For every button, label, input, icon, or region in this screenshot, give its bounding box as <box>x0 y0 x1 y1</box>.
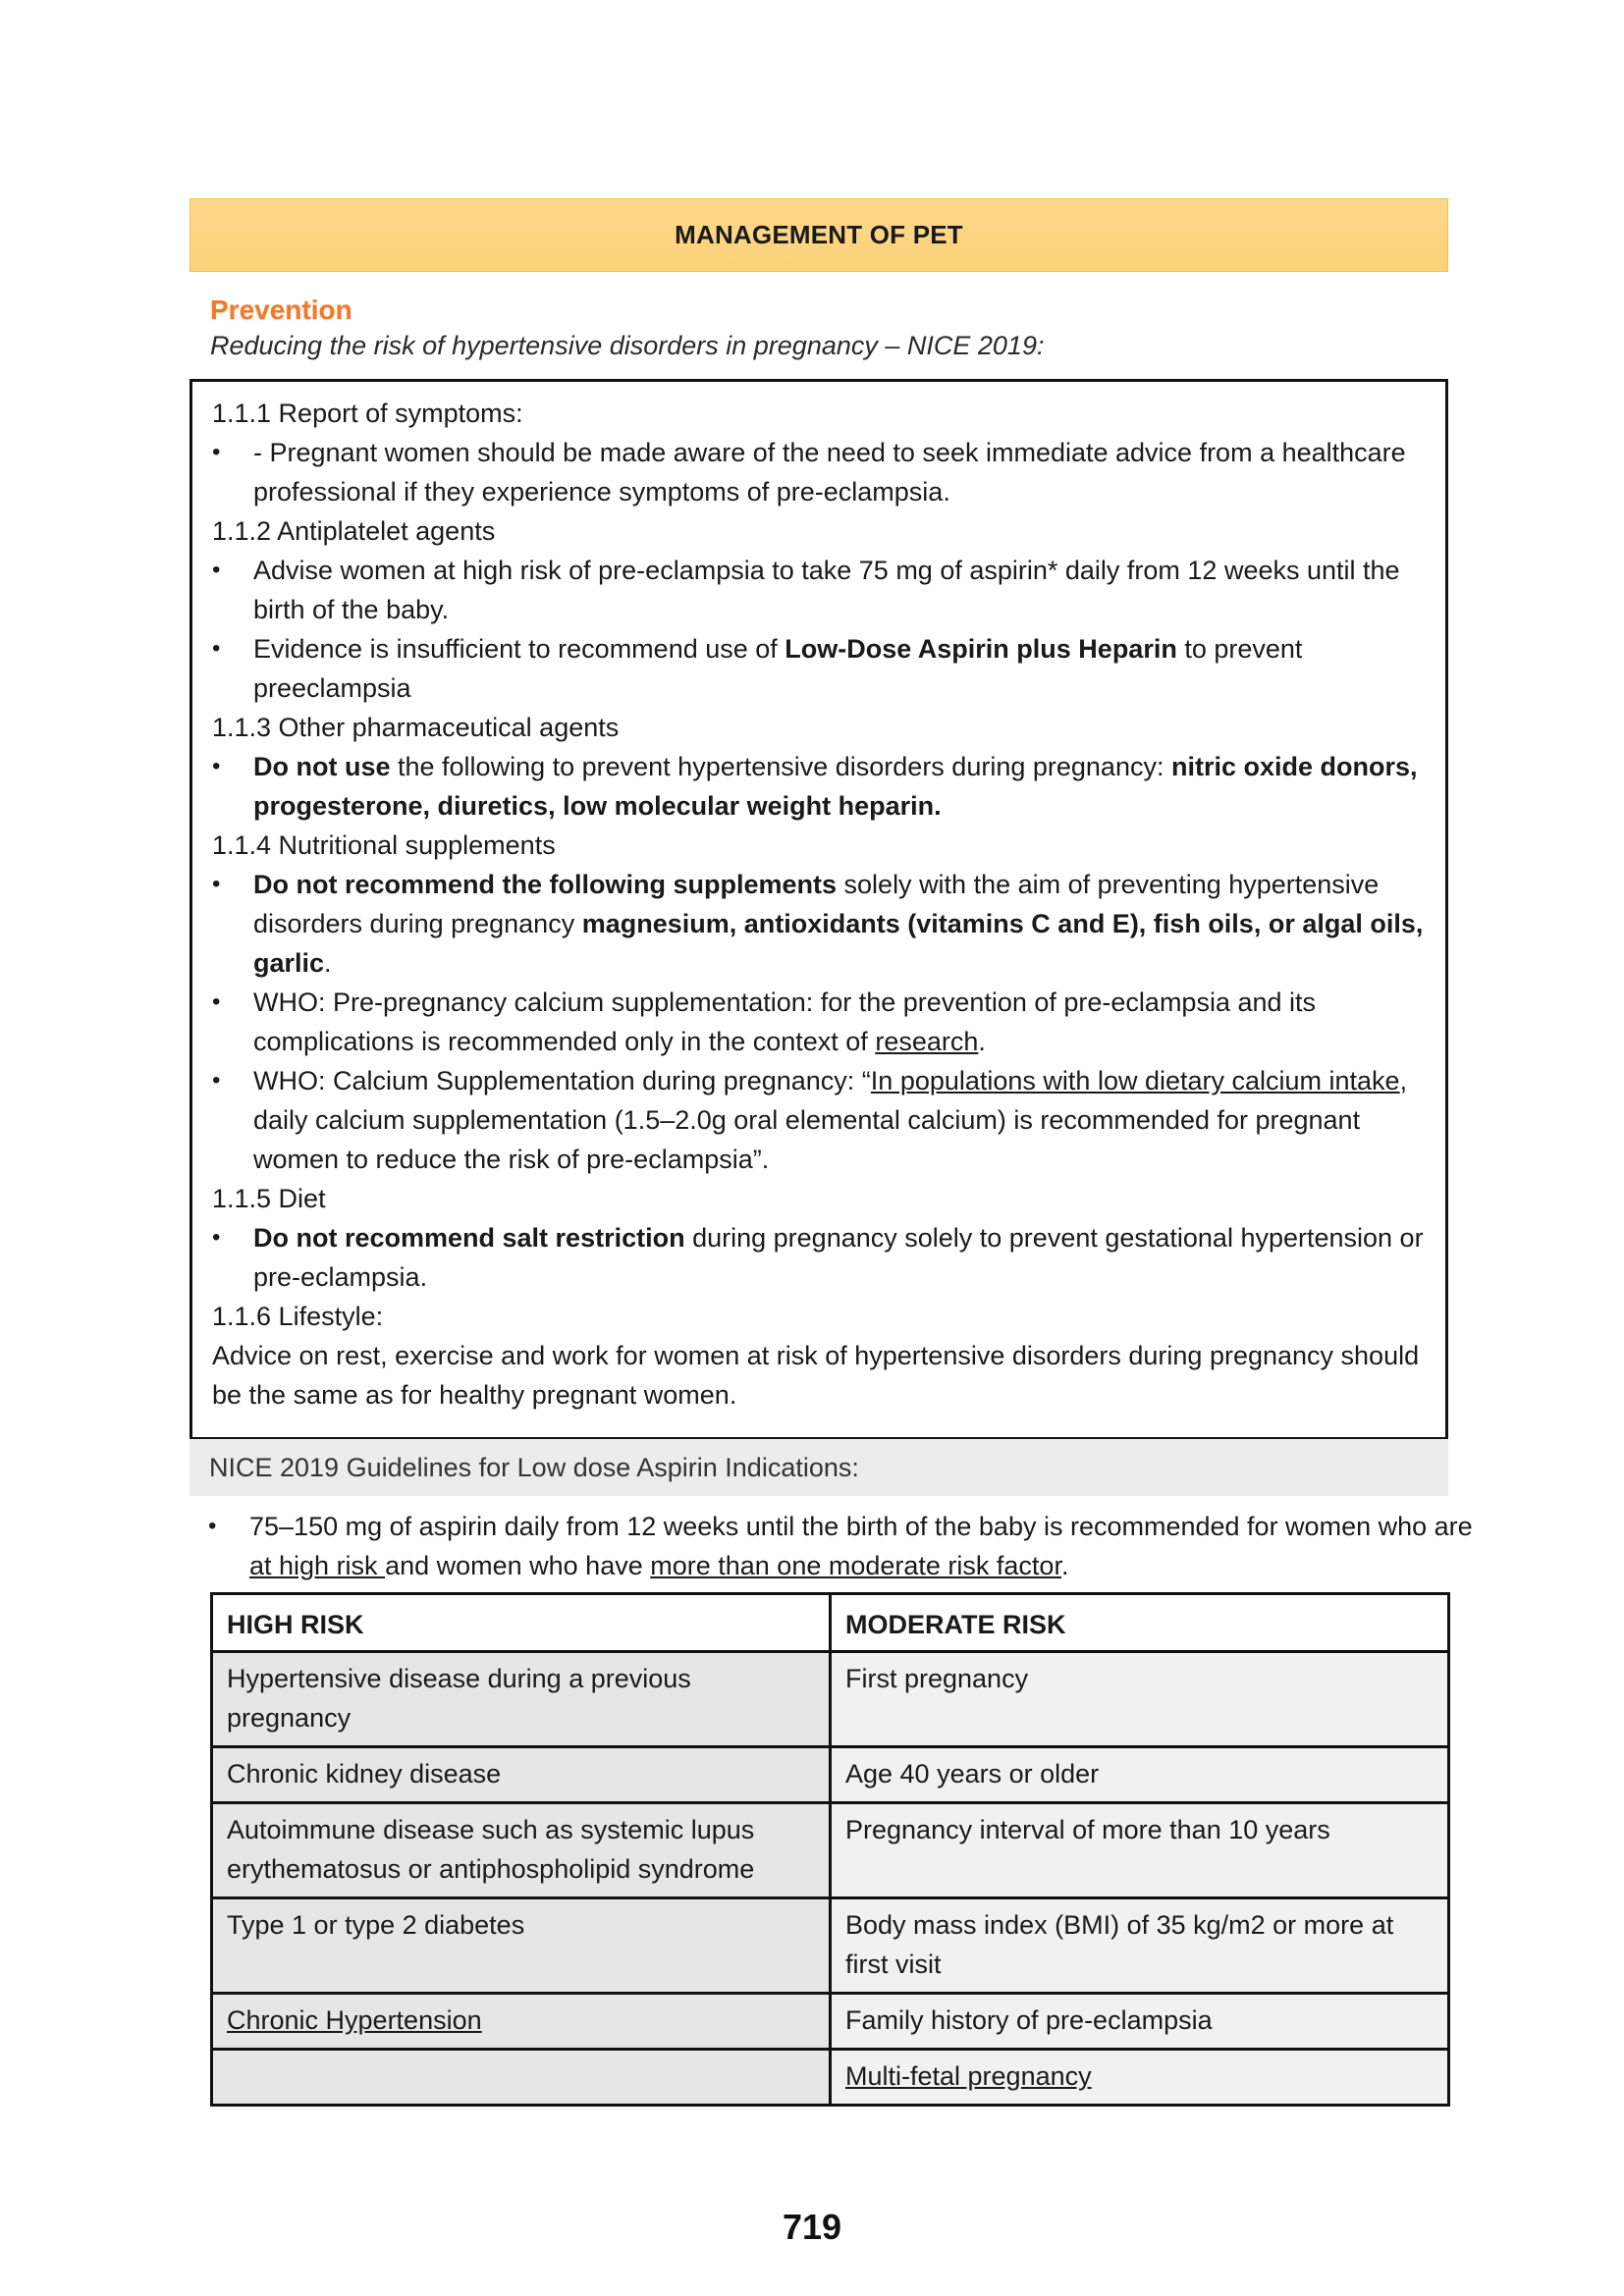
table-header-row <box>212 1594 1449 1652</box>
underlined-text: research <box>875 1027 979 1056</box>
bullet-text: the following to prevent hypertensive disorders during pregnancy: <box>390 752 1171 781</box>
bullet-text: Evidence is insufficient to recommend use of <box>253 634 785 664</box>
paragraph: Advice on rest, exercise and work for women at risk of hypertensive disorders during pregnancy should be the same as for healthy pregnant women. <box>212 1341 1420 1410</box>
high-risk-cell: Type 1 or type 2 diabetes <box>212 1898 831 1994</box>
aspirin-indications-heading: NICE 2019 Guidelines for Low dose Aspirin Indications: <box>189 1439 1448 1496</box>
page-number: 719 <box>782 2207 842 2247</box>
bullet-text: . <box>1060 1551 1069 1580</box>
bold-text: Do not recommend salt restriction <box>253 1223 685 1253</box>
moderate-risk-cell: Pregnancy interval of more than 10 years <box>831 1803 1449 1898</box>
high-risk-cell-empty <box>212 2050 831 2106</box>
section-title: Prevention <box>210 294 352 325</box>
underlined-text: Chronic Hypertension <box>227 2005 482 2035</box>
bold-text: Low-Dose Aspirin plus Heparin <box>785 634 1177 664</box>
bullet-item <box>212 983 1428 1061</box>
subsection-heading: 1.1.2 Antiplatelet agents <box>212 516 496 546</box>
underlined-text: In populations with low dietary calcium intake <box>870 1066 1400 1095</box>
subsection-heading: 1.1.5 Diet <box>212 1184 326 1213</box>
column-header-high-risk: HIGH RISK <box>212 1594 831 1652</box>
underlined-text: Multi-fetal pregnancy <box>845 2061 1092 2091</box>
table-row <box>212 1994 1449 2050</box>
moderate-risk-cell: Family history of pre-eclampsia <box>831 1994 1449 2050</box>
bullet-text: WHO: Calcium Supplementation during pregnancy: “ <box>253 1066 871 1095</box>
underlined-text: at high risk <box>249 1551 386 1580</box>
bold-text: nitric oxide donors, progesterone, diuretics, low molecular weight heparin. <box>253 752 1418 821</box>
bullet-text: WHO: Pre-pregnancy calcium supplementation: for the prevention of pre-eclampsia and its complications is recommended only in the context of <box>253 988 1317 1056</box>
subsection-heading: 1.1.3 Other pharmaceutical agents <box>212 713 620 742</box>
bullet-item <box>212 865 1428 983</box>
bullet-item <box>212 1218 1428 1297</box>
nice-guideline-box <box>189 379 1448 1439</box>
moderate-risk-cell: First pregnancy <box>831 1652 1449 1747</box>
table-row <box>212 1898 1449 1994</box>
title-banner <box>189 198 1448 272</box>
bullet-text: during pregnancy solely to prevent gestational hypertension or pre-eclampsia. <box>253 1223 1424 1292</box>
subsection-heading: 1.1.4 Nutritional supplements <box>212 830 556 860</box>
bullet-item <box>212 1061 1428 1179</box>
page-title: MANAGEMENT OF PET <box>675 220 963 249</box>
bullet-item <box>212 551 1428 629</box>
moderate-risk-cell <box>831 2050 1449 2106</box>
moderate-risk-cell: Body mass index (BMI) of 35 kg/m2 or more at first visit <box>831 1898 1449 1994</box>
table-row <box>212 1747 1449 1803</box>
bullet-text: 75–150 mg of aspirin daily from 12 weeks until the birth of the baby is recommended for women who are <box>249 1512 1473 1541</box>
moderate-risk-cell: Age 40 years or older <box>831 1747 1449 1803</box>
bullet-text: . <box>324 948 332 978</box>
subsection-heading: 1.1.1 Report of symptoms: <box>212 399 523 428</box>
bold-text: Do not use <box>253 752 391 781</box>
bullet-text: , daily calcium supplementation (1.5–2.0g oral elemental calcium) is recommended for pregnant women to reduce the risk of pre-eclampsia”. <box>253 1066 1408 1174</box>
bullet-text: and women who have <box>385 1551 651 1580</box>
bullet-item <box>212 747 1428 826</box>
bullet-text: . <box>978 1027 986 1056</box>
table-row <box>212 2050 1449 2106</box>
bold-text: Do not recommend the following supplements <box>253 870 838 899</box>
high-risk-cell: Autoimmune disease such as systemic lupus erythematosus or antiphospholipid syndrome <box>212 1803 831 1898</box>
high-risk-cell <box>212 1994 831 2050</box>
bullet-text: Advise women at high risk of pre-eclampsia to take 75 mg of aspirin* daily from 12 weeks until the birth of the baby. <box>253 556 1400 624</box>
aspirin-recommendation <box>208 1507 1487 1585</box>
bold-text: magnesium, antioxidants (vitamins C and E), fish oils, or algal oils, garlic <box>253 909 1424 978</box>
risk-factor-table <box>210 1592 1450 2107</box>
table-row <box>212 1652 1449 1747</box>
table-row <box>212 1803 1449 1898</box>
high-risk-cell: Chronic kidney disease <box>212 1747 831 1803</box>
column-header-moderate-risk: MODERATE RISK <box>831 1594 1449 1652</box>
bullet-text: to prevent preeclampsia <box>253 634 1303 703</box>
bullet-item <box>212 433 1428 511</box>
subsection-heading: 1.1.6 Lifestyle: <box>212 1302 384 1331</box>
underlined-text: more than one moderate risk factor <box>650 1551 1061 1580</box>
section-subtitle: Reducing the risk of hypertensive disorders in pregnancy – NICE 2019: <box>210 331 1045 360</box>
bullet-item <box>212 629 1428 708</box>
bullet-text: - Pregnant women should be made aware of the need to seek immediate advice from a healthcare professional if they experience symptoms of pre-eclampsia. <box>253 438 1406 507</box>
bullet-text: solely with the aim of preventing hypertensive disorders during pregnancy <box>253 870 1380 938</box>
high-risk-cell: Hypertensive disease during a previous pregnancy <box>212 1652 831 1747</box>
